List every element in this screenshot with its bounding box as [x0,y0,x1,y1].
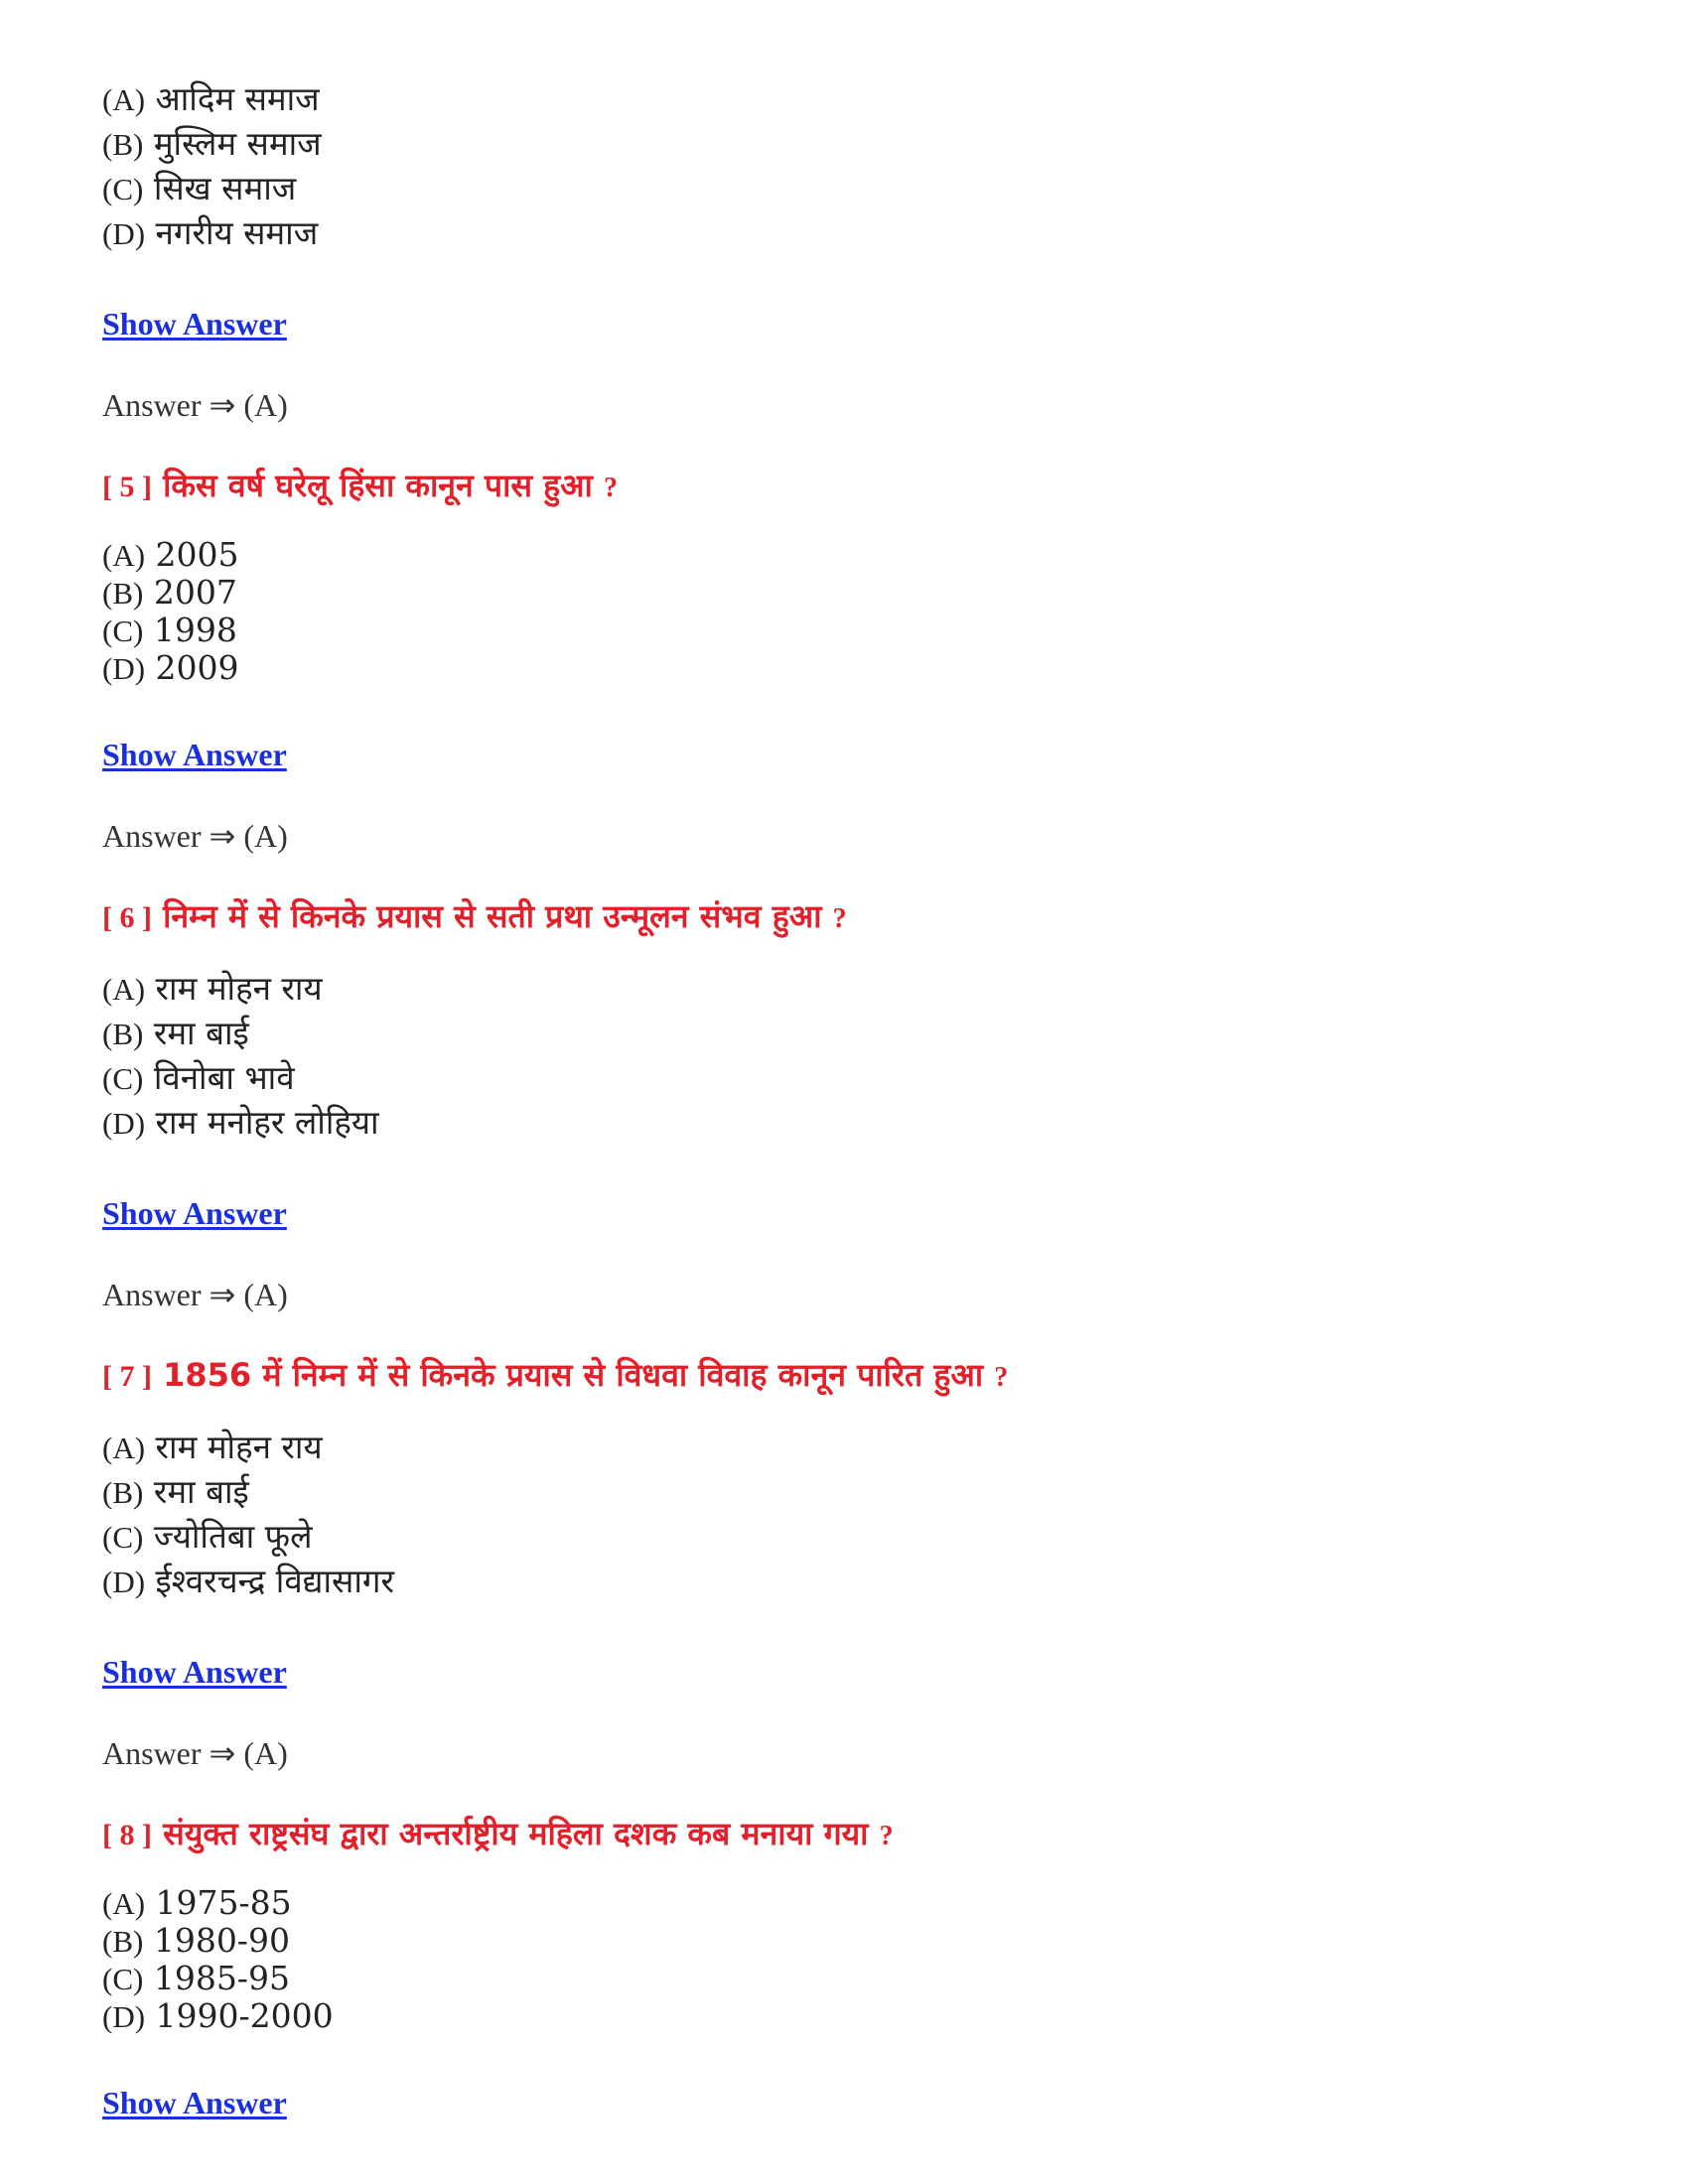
show-answer-link[interactable]: Show Answer [102,306,287,341]
options-list [102,1884,1592,2035]
option-text: राम मोहन राय [155,969,323,1008]
option-a [102,536,1592,574]
answer-line [102,1276,1592,1313]
option-b [102,122,1592,167]
option-letter: (C) [102,614,144,648]
option-letter: (A) [102,1431,146,1465]
option-letter: (C) [102,1962,144,1996]
option-d [102,211,1592,256]
option-text: आदिम समाज [155,79,320,118]
question-mark: ? [994,1362,1009,1393]
question-title [102,464,1592,506]
answer-prefix: Answer ⇒ [102,818,236,854]
answer-line [102,817,1592,855]
option-text: 2007 [153,573,237,612]
question-text: 1856 में निम्न में से किनके प्रयास से विधवा विवाह कानून पारित हुआ [163,1356,984,1394]
option-letter: (D) [102,216,146,251]
show-answer-link[interactable]: Show Answer [102,737,287,772]
option-a [102,967,1592,1012]
option-letter: (D) [102,1999,146,2034]
answer-prefix: Answer ⇒ [102,1735,236,1771]
options-list [102,1426,1592,1604]
option-text: राम मोहन राय [155,1428,323,1466]
answer-value: (A) [243,818,288,854]
option-a [102,1426,1592,1470]
question-mark: ? [879,1821,894,1851]
question-text: किस वर्ष घरेलू हिंसा कानून पास हुआ [163,467,593,504]
answer-value: (A) [243,1735,288,1771]
option-b [102,1922,1592,1960]
option-c [102,1056,1592,1101]
question-8 [102,1812,1592,2121]
question-mark: ? [832,903,847,934]
option-letter: (B) [102,1017,144,1051]
option-c [102,1960,1592,1997]
option-b [102,574,1592,612]
answer-value: (A) [243,1277,288,1312]
option-letter: (A) [102,82,146,117]
option-letter: (D) [102,1565,146,1599]
option-letter: (A) [102,972,146,1007]
options-list [102,77,1592,256]
question-7 [102,1353,1592,1772]
question-title [102,1353,1592,1396]
question-text: संयुक्त राष्ट्रसंघ द्वारा अन्तर्राष्ट्रीय महिला दशक कब मनाया गया [163,1815,869,1852]
question-text: निम्न में से किनके प्रयास से सती प्रथा उन्मूलन संभव हुआ [163,897,822,935]
option-text: राम मनोहर लोहिया [155,1103,379,1142]
options-list [102,536,1592,687]
option-letter: (C) [102,172,144,206]
show-answer-link[interactable]: Show Answer [102,1654,287,1690]
option-letter: (B) [102,1475,144,1510]
question-number: [ 7 ] [102,1360,152,1393]
option-text: विनोबा भावे [153,1058,295,1097]
option-text: मुस्लिम समाज [153,124,322,163]
option-text: 1975-85 [155,1883,292,1922]
option-c [102,612,1592,649]
option-d [102,1997,1592,2035]
option-letter: (C) [102,1061,144,1096]
option-text: 1985-95 [153,1959,290,1997]
option-b [102,1470,1592,1515]
answer-line [102,1734,1592,1772]
option-letter: (D) [102,651,146,686]
option-text: ज्योतिबा फूले [153,1517,313,1556]
answer-prefix: Answer ⇒ [102,387,236,423]
option-text: 1980-90 [153,1921,290,1960]
option-text: 2005 [155,535,239,574]
option-letter: (A) [102,1886,146,1921]
show-answer-link[interactable]: Show Answer [102,1195,287,1231]
question-number: [ 5 ] [102,471,152,503]
question-5 [102,464,1592,855]
option-d [102,1560,1592,1604]
option-letter: (B) [102,576,144,611]
quiz-page [102,77,1592,2121]
question-6 [102,894,1592,1313]
option-d [102,1101,1592,1146]
option-text: 1998 [153,611,237,649]
answer-prefix: Answer ⇒ [102,1277,236,1312]
option-letter: (A) [102,538,146,573]
option-c [102,167,1592,211]
question-title [102,1812,1592,1854]
show-answer-link[interactable]: Show Answer [102,2085,287,2120]
option-text: 2009 [155,648,239,687]
option-letter: (B) [102,127,144,162]
options-list [102,967,1592,1146]
option-letter: (D) [102,1106,146,1141]
answer-value: (A) [243,387,288,423]
option-letter: (C) [102,1520,144,1555]
option-a [102,77,1592,122]
question-4-continued [102,77,1592,424]
question-mark: ? [603,473,618,503]
option-text: ईश्वरचन्द्र विद्यासागर [155,1562,394,1600]
option-text: 1990-2000 [155,1996,334,2035]
question-number: [ 8 ] [102,1819,152,1851]
question-title [102,894,1592,937]
option-d [102,649,1592,687]
option-text: रमा बाई [153,1014,249,1052]
option-text: नगरीय समाज [155,213,319,252]
option-letter: (B) [102,1924,144,1959]
option-text: सिख समाज [153,169,297,207]
option-text: रमा बाई [153,1472,249,1511]
option-a [102,1884,1592,1922]
question-number: [ 6 ] [102,901,152,934]
option-c [102,1515,1592,1560]
option-b [102,1012,1592,1056]
answer-line [102,386,1592,424]
